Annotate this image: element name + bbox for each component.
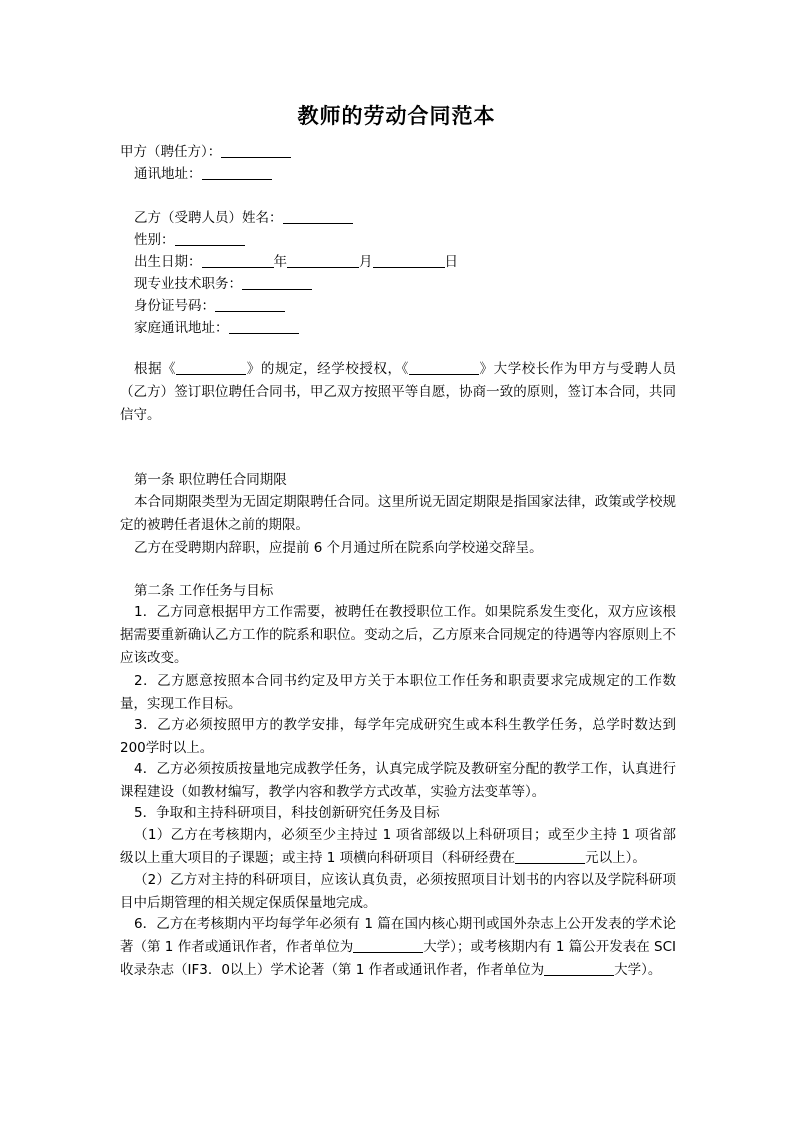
article2-item-3: 3．乙方必须按照甲方的教学安排，每学年完成研究生或本科生教学任务，总学时数达到200学时以上。 <box>120 717 676 756</box>
party-b-home-blank <box>229 319 299 334</box>
article2-item-4: 4．乙方必须按质按量地完成教学任务，认真完成学院及教研室分配的教学工作，认真进行课程建设（如教材编写，教学内容和教学方式改革，实验方法变革等）。 <box>120 761 676 800</box>
preamble-text-2: 》的规定，经学校授权，《 <box>246 361 409 377</box>
party-a-blank <box>221 143 291 158</box>
party-b-birth-label: 出生日期： <box>134 254 202 270</box>
funding-amount-blank <box>515 849 585 864</box>
preamble-text-1: 根据《 <box>134 361 177 377</box>
party-b-title-blank <box>242 275 312 290</box>
party-b-gender-blank <box>175 231 245 246</box>
party-b-gender-label: 性别： <box>134 232 175 248</box>
party-b-home-line <box>134 317 299 339</box>
party-b-birth-line <box>134 251 458 273</box>
article2-item-5-1 <box>120 824 676 870</box>
preamble-paragraph <box>120 358 676 427</box>
party-b-id-line <box>134 295 285 317</box>
article1-heading: 第一条 职位聘任合同期限 <box>134 472 287 488</box>
party-b-name-blank <box>283 209 353 224</box>
article1-paragraph-1: 本合同期限类型为无固定期限聘任合同。这里所说无固定期限是指国家法律，政策或学校规定的被聘任者退休之前的期限。 <box>120 494 676 533</box>
author-unit-blank-2 <box>544 961 614 976</box>
party-a-address-blank <box>202 165 272 180</box>
article1-paragraph-2: 乙方在受聘期内辞职，应提前 6 个月通过所在院系向学校递交辞呈。 <box>134 540 543 556</box>
article2-item-2: 2．乙方愿意按照本合同书约定及甲方关于本职位工作任务和职责要求完成规定的工作数量，实现工作目标。 <box>120 673 676 712</box>
party-b-gender-line <box>134 229 245 251</box>
birth-month-label: 月 <box>359 254 373 270</box>
birth-year-blank <box>202 253 274 268</box>
author-unit-blank-1 <box>353 938 423 953</box>
preamble-text-3: 》大学校长作为甲方与受聘人员（乙方）签订职位聘任合同书，甲乙双方按照平等自愿，协商一致的原则，签订本合同，共同信守。 <box>120 361 677 423</box>
party-b-title-line <box>134 273 312 295</box>
party-b-title-label: 现专业技术职务： <box>134 276 242 292</box>
item-5-1-text: （1）乙方在考核期内，必须至少主持过 1 项省部级以上科研项目；或至少主持 1 项省部级以上重大项目的子课题；或主持 1 项横向科研项目（科研经费在 <box>120 827 676 866</box>
party-b-id-label: 身份证号码： <box>134 298 215 314</box>
birth-year-label: 年 <box>273 254 287 270</box>
party-b-name-label: 乙方（受聘人员）姓名： <box>134 210 283 226</box>
article2-item-5: 5．争取和主持科研项目，科技创新研究任务及目标 <box>134 805 440 821</box>
birth-month-blank <box>287 253 359 268</box>
preamble-blank-1 <box>176 360 246 375</box>
document-title: 教师的劳动合同范本 <box>297 103 496 128</box>
item-5-1-suffix: 元以上）。 <box>585 850 646 866</box>
party-a-address-line <box>134 163 272 185</box>
preamble-blank-2 <box>409 360 479 375</box>
party-b-name-line <box>134 207 353 229</box>
article2-heading: 第二条 工作任务与目标 <box>134 583 274 599</box>
party-a-line <box>120 141 291 163</box>
item-6-text-2: 大学）；或考核期内有 1 篇公开发表在 SCI 收录杂志（IF3．0以上）学术论著（第 1 作者或通讯作者，作者单位为 <box>120 939 676 978</box>
item-6-text-1: 6．乙方在考核期内平均每学年必须有 1 篇在国内核心期刊或国外杂志上公开发表的学术论著（第 1 作者或通讯作者，作者单位为 <box>120 916 676 955</box>
article2-item-6 <box>120 913 676 982</box>
birth-day-blank <box>373 253 445 268</box>
party-a-address-label: 通讯地址： <box>134 166 202 182</box>
item-6-text-3: 大学）。 <box>614 962 662 978</box>
party-a-label: 甲方（聘任方）： <box>120 144 222 160</box>
party-b-id-blank <box>215 297 285 312</box>
article2-item-1: 1．乙方同意根据甲方工作需要，被聘任在教授职位工作。如果院系发生变化，双方应该根据需要重新确认乙方工作的院系和职位。变动之后，乙方原来合同规定的待遇等内容原则上不应该改变。 <box>120 604 676 666</box>
birth-day-label: 日 <box>444 254 458 270</box>
party-b-home-label: 家庭通讯地址： <box>134 320 229 336</box>
article2-item-5-2: （2）乙方对主持的科研项目，应该认真负责，必须按照项目计划书的内容以及学院科研项目中后期管理的相关规定保质保量地完成。 <box>120 872 676 911</box>
